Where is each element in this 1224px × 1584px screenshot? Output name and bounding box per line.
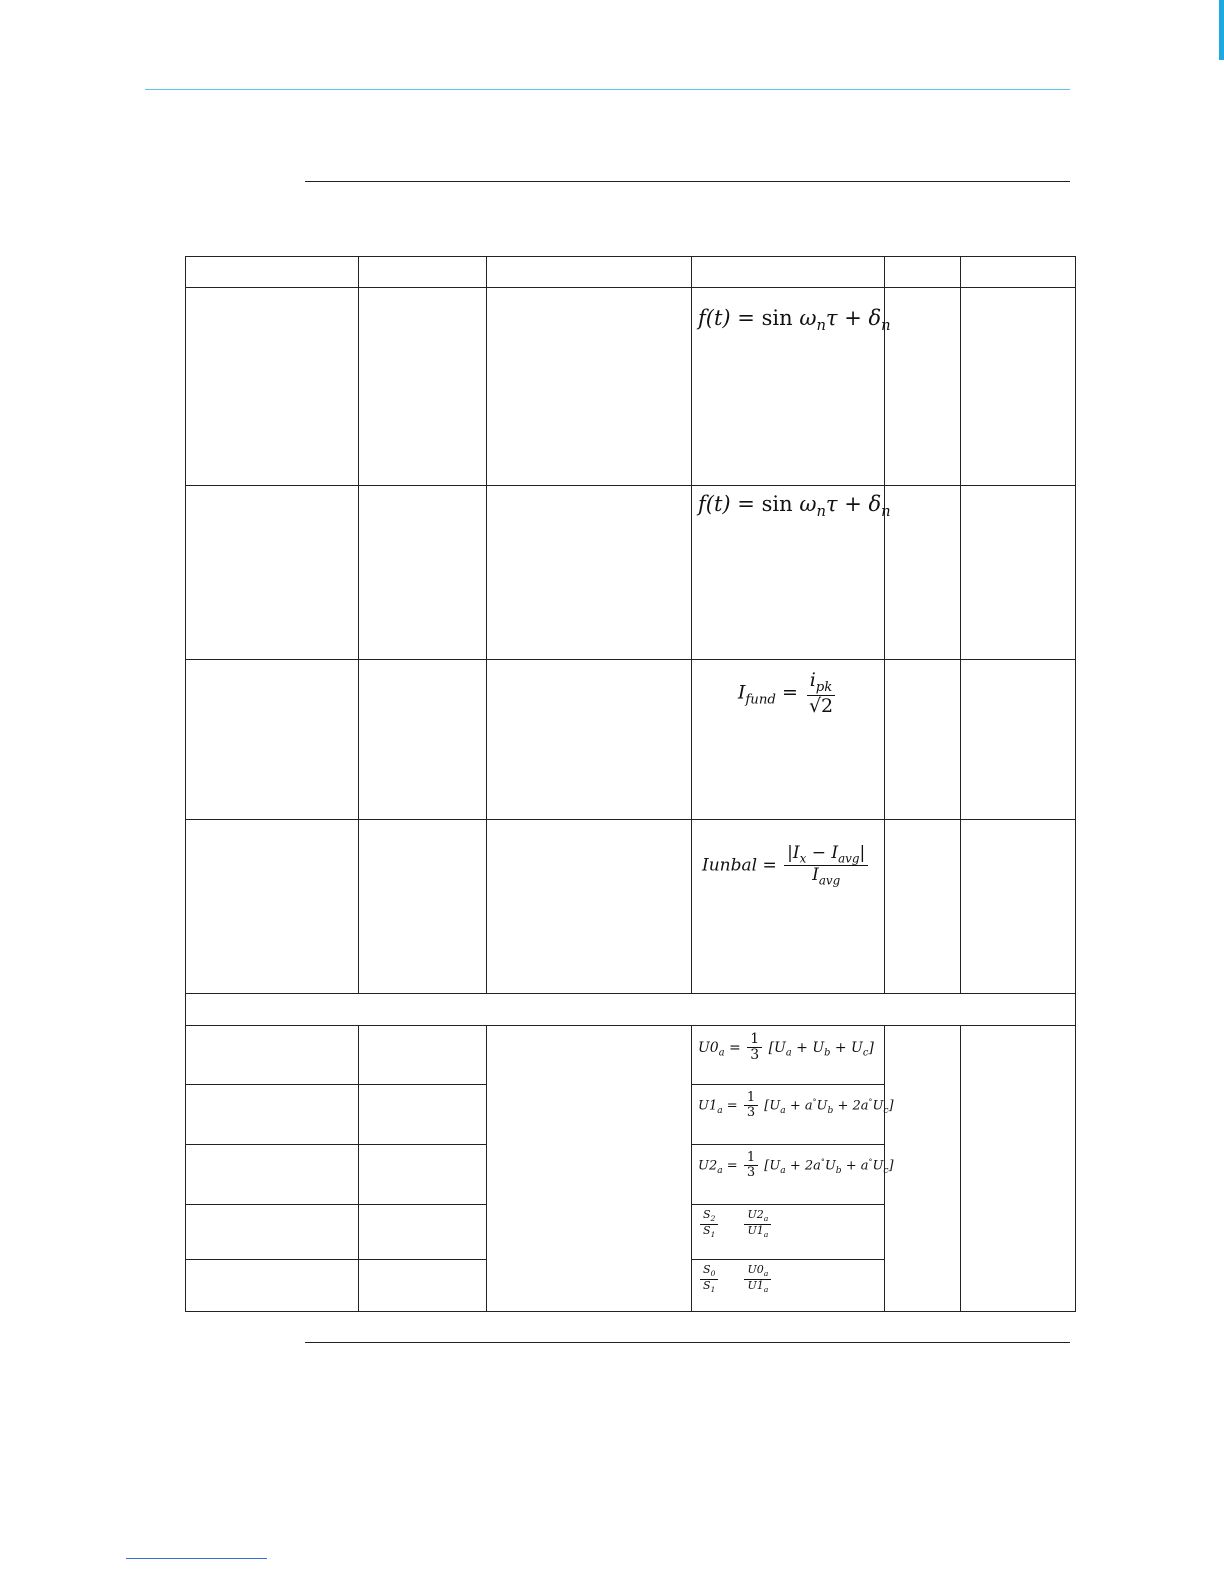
- zero-sequence-ratio-formula: $\frac{S_0}{S_1}$ $\frac{U0_a}{U1_a}$: [692, 1260, 884, 1294]
- table-cell: [359, 1205, 487, 1260]
- table-cell: [186, 288, 359, 486]
- parameters-table: [185, 256, 1076, 1312]
- header-cell: [186, 257, 359, 288]
- section-top-rule: [305, 181, 1070, 182]
- table-cell: [186, 820, 359, 994]
- table-cell: [359, 1260, 487, 1312]
- table-cell: [359, 660, 487, 820]
- table-cell: [961, 660, 1076, 820]
- table-cell: [359, 1145, 487, 1205]
- header-cell: [692, 257, 885, 288]
- table-cell: [885, 660, 961, 820]
- table-cell: [885, 288, 961, 486]
- table-header-row: [186, 257, 1076, 288]
- table-cell: [487, 288, 692, 486]
- edge-tab-marker: [1219, 0, 1224, 60]
- merged-cell: [885, 1026, 961, 1312]
- positive-sequence-formula: $U1_a$ = $\frac{1}{3}$ $[U_a + a^\circ U_b + 2a^\circ U_c]$: [698, 1090, 894, 1121]
- table-cell: [961, 820, 1076, 994]
- sine-wave-formula: $f(t) = \sin \omega_n\tau + \delta_n$: [698, 306, 891, 335]
- table-row: [186, 820, 1076, 994]
- section-divider-row: [186, 994, 1076, 1026]
- table-cell: [186, 1085, 359, 1145]
- table-cell: [186, 1145, 359, 1205]
- negative-sequence-ratio-formula: $\frac{S_2}{S_1}$ $\frac{U2_a}{U1_a}$: [692, 1205, 884, 1239]
- formula-cell: [692, 288, 891, 486]
- table-cell: [487, 820, 692, 994]
- table-cell: [186, 1026, 359, 1085]
- formula-cell: [692, 1205, 885, 1260]
- table-cell: [186, 1205, 359, 1260]
- table-cell: [186, 660, 359, 820]
- footer-link-underline: [126, 1558, 267, 1559]
- table-cell: [487, 486, 692, 660]
- section-bottom-rule: [305, 1342, 1070, 1343]
- table-row: [186, 288, 1076, 486]
- header-rule: [145, 89, 1070, 90]
- formula-cell: [692, 1085, 894, 1145]
- formula-cell: [692, 486, 891, 660]
- table-cell: [961, 288, 1076, 486]
- table-cell: [885, 486, 961, 660]
- formula-cell: [692, 1260, 885, 1312]
- header-cell: [487, 257, 692, 288]
- table-cell: [961, 486, 1076, 660]
- table-cell: [359, 820, 487, 994]
- current-unbalance-formula: Iunbal = $\frac{|I_x - I_{avg}|}{I_{avg}}$: [692, 820, 884, 888]
- table-row: [186, 660, 1076, 820]
- table-cell: [885, 820, 961, 994]
- sine-wave-formula: $f(t) = \sin \omega_n\tau + \delta_n$: [698, 492, 891, 521]
- header-cell: [359, 257, 487, 288]
- zero-sequence-formula: $U0_a$ = $\frac{1}{3}$ $[U_a + U_b + U_c]$: [698, 1031, 874, 1064]
- header-cell: [885, 257, 961, 288]
- table-cell: [359, 486, 487, 660]
- formula-cell: [692, 820, 885, 994]
- formula-cell: [692, 1026, 885, 1085]
- formula-cell: [692, 660, 885, 820]
- fundamental-current-formula: $I_{fund}$ = $\frac{i_{pk}}{√2}$: [692, 660, 884, 717]
- table-cell: [186, 486, 359, 660]
- merged-description-cell: [487, 1026, 692, 1312]
- header-cell: [961, 257, 1076, 288]
- section-divider-cell: [186, 994, 1076, 1026]
- negative-sequence-formula: $U2_a$ = $\frac{1}{3}$ $[U_a + 2a^\circ U_b + a^\circ U_c]$: [698, 1150, 894, 1181]
- table-cell: [359, 1085, 487, 1145]
- table-row: [186, 486, 1076, 660]
- table-row: [186, 1026, 1076, 1085]
- table-cell: [487, 660, 692, 820]
- table-cell: [186, 1260, 359, 1312]
- table-cell: [359, 288, 487, 486]
- table-cell: [359, 1026, 487, 1085]
- merged-cell: [961, 1026, 1076, 1312]
- formula-cell: [692, 1145, 894, 1205]
